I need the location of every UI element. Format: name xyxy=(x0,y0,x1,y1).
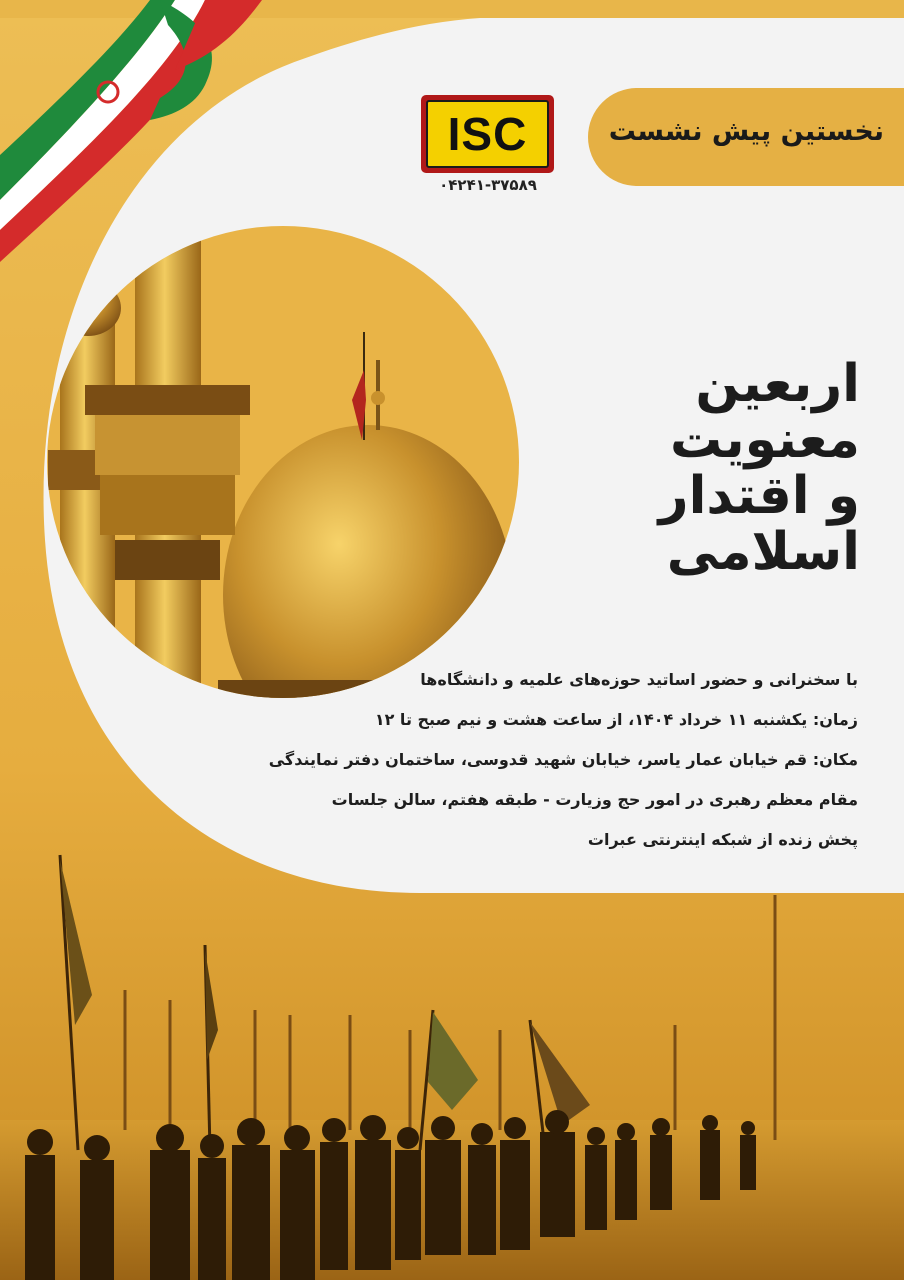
location-line-continued: مقام معظم رهبری در امور حج وزیارت - طبقه هفتم، سالن جلسات xyxy=(331,790,858,809)
speakers-line: با سخنرانی و حضور اساتید حوزه‌های علمیه و دانشگاه‌ها xyxy=(420,670,858,689)
isc-logo-text: ISC xyxy=(447,108,528,160)
title-line: اربعین xyxy=(695,354,860,414)
title-line: اسلامی xyxy=(666,522,860,582)
isc-logo xyxy=(421,95,554,173)
session-badge xyxy=(588,88,904,186)
title-line: و اقتدار xyxy=(658,466,860,526)
time-line: زمان: یکشنبه ۱۱ خرداد ۱۴۰۴، از ساعت هشت و نیم صبح تا ۱۲ xyxy=(374,710,858,729)
location-line: مکان: قم خیابان عمار یاسر، خیابان شهید قدوسی، ساختمان دفتر نمایندگی xyxy=(268,750,858,769)
phone-number: ۰۴۲۴۱-۳۷۵۸۹ xyxy=(439,176,537,194)
event-details xyxy=(218,670,858,870)
event-title xyxy=(530,356,860,580)
isc-logo-plate xyxy=(426,100,549,168)
session-badge-label: نخستین پیش نشست xyxy=(608,116,884,147)
broadcast-line: پخش زنده از شبکه اینترنتی عبرات xyxy=(587,830,858,849)
title-line: معنویت xyxy=(670,410,860,470)
